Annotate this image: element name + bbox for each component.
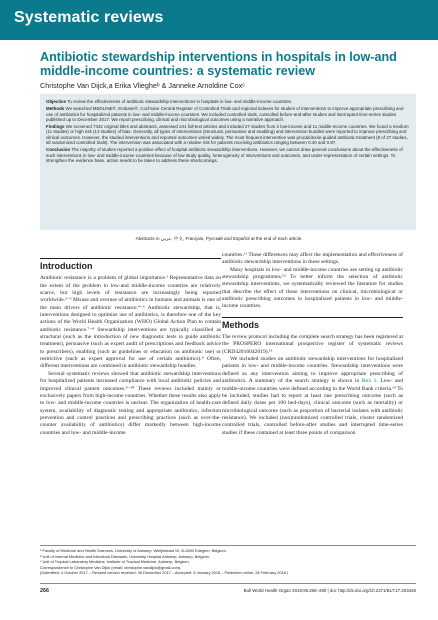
section-label: Systematic reviews <box>14 9 164 26</box>
author-list: Christophe Van Dijck,a Erika Vliegheᵇ & Janneke Arnoldine Coxᶜ <box>40 81 245 90</box>
right-paragraph-1: countries.¹¹ These differences may affect the implementation and effectiveness of antibiotic stewardship interventions in these settings. <box>222 252 403 266</box>
footnote-affiliation-a: ᵃ Faculty of Medicine and Health Sciences, University of Antwerp, Wilrijkstraat 10, B-2650 Edegem, Belgium. <box>40 548 227 553</box>
methods-text-b: . Low- and middle-income countries were defined according to the World Bank criteria.¹⁴ To be included, studies had to report at least one prescribing outcome (such as defined daily doses per 100 bed-days), clinical outcome (such as mortality) or microbiological outcome (such as proportion of bacterial isolates with antibiotic resistance). We included (non)randomized controlled trials, cluster randomized controlled trials, controlled before-after studies and interrupted time-series studies if these contained at least three points of comparison <box>222 378 403 436</box>
methods-text-a: We included studies on antibiotic stewardship interventions for hospitalized patients in low- and middle-income countries. Stewardship interventions were defined as any intervention aiming to improve appropriate prescribing of antibiotics. A summary of the search strategy is shown in <box>222 356 403 385</box>
section-banner <box>0 0 438 40</box>
methods-paragraph-1: The review protocol including the complete search strategy has been registered at the PROSPERO international prospective register of systematic reviews (CRD42016042019).¹³ <box>222 334 403 355</box>
box1-link[interactable]: Box 1 <box>361 378 377 385</box>
page-number: 266 <box>40 588 49 594</box>
objective-text: To review the effectiveness of antibiotic stewardship interventions in hospitals in low- and middle-income countries. <box>67 99 293 104</box>
abstract-conclusion <box>46 147 410 163</box>
intro-paragraph-2: Several systematic reviews showed that antibiotic stewardship interventions for hospitalized patients increased compliance with local antibiotic policies and improved clinical patient outcomes.⁹⁻¹⁰ These reviews included mainly or exclusively papers from high-income countries. Whether these results also apply to low- and middle-income countries is unclear. The organization of health-care system, availability of diagnostic testing and appropriate antibiotics, infection prevention and control practices and prescribing practices (such as over-the-counter availability of antibiotics) differ markedly between high-income countries and low- and middle-income <box>40 370 221 436</box>
abstract-methods <box>46 106 410 122</box>
translations-note: Abstracts in عربي, 中文, Français, Русский and Español at the end of each article. <box>135 236 303 241</box>
introduction-heading: Introduction <box>40 258 221 270</box>
findings-text: We screened 7342 original titles and abstracts, assessed 241 full-text articles and included 27 studies from 2 low-income and 11 middle-income countries. We found a medium (11 studies) or high risk (13 studies) of bias. Generally, all types of interventions (structural, persuasive and enabling) and intervention bundles were reported to improve prescribing and clinical outcomes. However, the studied interventions and reported outcomes varied widely. The most frequent intervention was procalcitonin-guided antibiotic treatment (8 of 27 studies, all randomized controlled trials). The intervention was associated with a relative risk for patients receiving antibiotics ranging between 0.40 and 0.87. <box>46 124 409 146</box>
footnote-dates: (Submitted: 4 October 2017 – Revised version received: 26 December 2017 – Accepted: 8 January 2018 – Published online: 28 February 2018 ) <box>40 570 289 576</box>
abstract-box <box>40 94 416 230</box>
methods-paragraph-2 <box>222 356 403 437</box>
footnotes <box>40 545 416 576</box>
methods-heading: Methods <box>222 317 403 329</box>
footnote-affiliation-c: ᶜ Unit of Tropical Laboratory Medicine, Institute of Tropical Medicine, Antwerp, Belgium. <box>40 559 190 565</box>
journal-citation: Bull World Health Organ 2018;96:266–280 | doi: http://dx.doi.org/10.2471/BLT.17.203448 <box>243 588 416 593</box>
conclusion-label: Conclusion <box>46 147 71 153</box>
methods-label: Methods <box>46 106 65 112</box>
abstract-findings <box>46 124 410 146</box>
article-title: Antibiotic stewardship interventions in hospitals in low-and middle-income countries: a systematic review <box>40 50 397 78</box>
intro-paragraph-1: Antibiotic resistance is a problem of global importance.¹ Representative data on the extent of the problem in low-and middle-income countries are relatively scarce, but high levels of resistance are increasingly being reported worldwide.²⁻³ Misuse and overuse of antibiotics in humans and animals is one of the main drivers of antibiotic resistance.⁴⁻⁶ Antibiotic stewardship, that is, interventions designed to optimize use of antibiotics, is therefore one of the key actions of the World Health Organization (WHO) Global Action Plan to contain antibiotic resistance.⁷⁻⁸ Stewardship interventions are typically classified as structural (such as the introduction of new diagnostic tests to guide antibiotic treatment), persuasive (such as expert audit of prescriptions and feedback advice to prescribers), enabling (such as guidelines or education on antibiotic use) or restrictive (such as expert approval for use of certain antibiotics).⁹ Often, different interventions are combined in antibiotic stewardship bundles. <box>40 275 221 370</box>
findings-label: Findings <box>46 124 65 129</box>
abstract-objective <box>46 99 410 104</box>
objective-label: Objective <box>46 99 66 104</box>
footnote-correspondence: Correspondence to Christophe Van Dijck (email: christophe.vandijck@gmail.com). <box>40 564 182 570</box>
conclusion-text: The majority of studies reported a positive effect of hospital antibiotic stewardship interventions. However, we cannot draw general conclusions about the effectiveness of such interventions in low- and middle-income countries because of low study quality, heterogeneity of interventions and outcomes, and under-representation of certain settings. To strengthen the evidence base, action needs to be taken to address these shortcomings. <box>46 147 403 164</box>
methods-text: We searched MEDLINE®, Embase®, Cochrane Central Register of Controlled Trials and regional indexes for studies of interventions to improve appropriate prescribing and use of antibiotics for hospitalized patients in low- and middle-income countries. We included controlled trials, controlled before-and-after studies and interrupted time-series studies published up to December 2017. We report prescribing, clinical and microbiological outcomes using a narrative approach. <box>46 106 404 122</box>
right-paragraph-2: Many hospitals in low- and middle-income countries are setting up antibiotic stewardship programmes.¹² To better inform the selection of antibiotic stewardship interventions, we systematically reviewed the literature for studies that describe the effect of these interventions on clinical, microbiological or antibiotic prescribing outcomes in hospitalized patients in low- and middle-income countries. <box>222 266 403 310</box>
body-column-left <box>40 252 221 437</box>
body-column-right <box>222 252 403 437</box>
footer-divider <box>40 583 416 584</box>
footnote-affiliation-b: ᵇ Unit of Internal Medicine and Infectious Diseases, University Hospital Antwerp, Antwerp, Belgium. <box>40 553 210 559</box>
